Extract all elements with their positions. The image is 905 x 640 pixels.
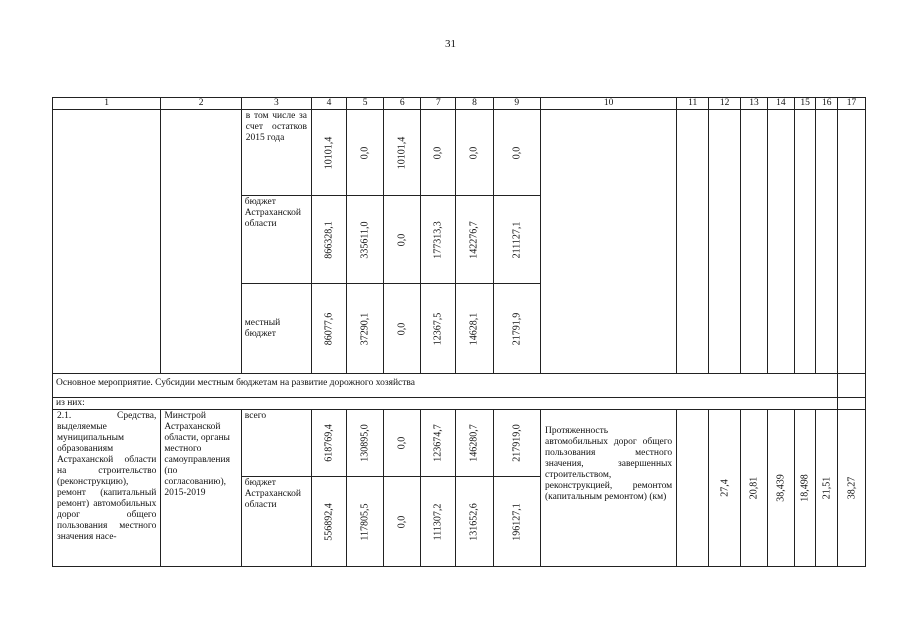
value-cell: 130895,0: [347, 410, 384, 477]
indicator-value: [677, 410, 709, 567]
col-header: 5: [347, 98, 384, 110]
col-header: 15: [794, 98, 816, 110]
col-header: 2: [161, 98, 241, 110]
value-cell: 0,0: [421, 110, 456, 196]
table-row: [53, 110, 866, 196]
indicator-value: 27,4: [709, 410, 741, 567]
cell-empty: [161, 110, 241, 374]
item-executor: Минстрой Астраханской области, органы местного самоуправления (по согласованию), 2015-2019: [161, 410, 241, 567]
col-header: 3: [241, 98, 311, 110]
header-row: [53, 98, 866, 110]
cell-empty: [767, 110, 794, 374]
cell-empty: [816, 110, 838, 374]
program-table: [52, 97, 866, 567]
value-cell: 123674,7: [421, 410, 456, 477]
value-cell: 0,0: [384, 410, 421, 477]
table-row: [53, 398, 866, 410]
cell-empty: [677, 110, 709, 374]
value-cell: 618769,4: [311, 410, 346, 477]
cell-empty: [838, 374, 866, 398]
item-description: 2.1. Средства, выделяемые муниципальным образованиям Астраханской области на строительство (реконструкцию), ремонт (капитальный ремонт) автомобильных дорог общего пользования местного значения насе-: [53, 410, 161, 567]
value-cell: 0,0: [347, 110, 384, 196]
indicator-value: 18,498: [794, 410, 816, 567]
value-cell: 335611,0: [347, 196, 384, 284]
value-cell: 0,0: [493, 110, 540, 196]
value-cell: 10101,4: [311, 110, 346, 196]
of-them-label: из них:: [53, 398, 838, 410]
value-cell: 12367,5: [421, 284, 456, 374]
funding-source-label: местный бюджет: [241, 284, 311, 374]
value-cell: 177313,3: [421, 196, 456, 284]
col-header: 9: [493, 98, 540, 110]
col-header: 7: [421, 98, 456, 110]
funding-source-label: бюджет Астраханской области: [241, 477, 311, 567]
col-header: 17: [838, 98, 866, 110]
col-header: 10: [540, 98, 676, 110]
col-header: 14: [767, 98, 794, 110]
col-header: 6: [384, 98, 421, 110]
col-header: 13: [741, 98, 768, 110]
value-cell: 111307,2: [421, 477, 456, 567]
col-header: 16: [816, 98, 838, 110]
value-cell: 211127,1: [493, 196, 540, 284]
col-header: 11: [677, 98, 709, 110]
value-cell: 21791,9: [493, 284, 540, 374]
value-cell: 0,0: [384, 284, 421, 374]
funding-source-label: бюджет Астраханской области: [241, 196, 311, 284]
value-cell: 217919,0: [493, 410, 540, 477]
value-cell: 146280,7: [456, 410, 493, 477]
funding-source-label: всего: [241, 410, 311, 477]
col-header: 8: [456, 98, 493, 110]
table-row: [53, 374, 866, 398]
cell-empty: [53, 110, 161, 374]
value-cell: 142276,7: [456, 196, 493, 284]
main-event-title: Основное мероприятие. Субсидии местным бюджетам на развитие дорожного хозяйства: [53, 374, 838, 398]
col-header: 12: [709, 98, 741, 110]
value-cell: 10101,4: [384, 110, 421, 196]
cell-empty: [709, 110, 741, 374]
cell-empty: [741, 110, 768, 374]
col-header: 1: [53, 98, 161, 110]
indicator-value: 21,51: [816, 410, 838, 567]
col-header: 4: [311, 98, 346, 110]
indicator-value: 20,81: [741, 410, 768, 567]
value-cell: 0,0: [456, 110, 493, 196]
indicator-description: Протяженность автомобильных дорог общего пользования местного значения, завершенных строительством, реконструкцией, ремонтом (капитальным ремонтом) (км): [540, 410, 676, 567]
cell-empty: [838, 110, 866, 374]
value-cell: 14628,1: [456, 284, 493, 374]
page-number: 31: [445, 38, 456, 50]
value-cell: 0,0: [384, 477, 421, 567]
value-cell: 37290,1: [347, 284, 384, 374]
value-cell: 117805,5: [347, 477, 384, 567]
indicator-value: 38,27: [838, 410, 866, 567]
value-cell: 86077,6: [311, 284, 346, 374]
indicator-value: 38,439: [767, 410, 794, 567]
funding-source-label: в том числе за счет остатков 2015 года: [241, 110, 311, 196]
value-cell: 0,0: [384, 196, 421, 284]
table-row: [53, 410, 866, 477]
cell-empty: [794, 110, 816, 374]
value-cell: 196127,1: [493, 477, 540, 567]
cell-empty: [838, 398, 866, 410]
value-cell: 556892,4: [311, 477, 346, 567]
cell-empty: [540, 110, 676, 374]
value-cell: 866328,1: [311, 196, 346, 284]
value-cell: 131652,6: [456, 477, 493, 567]
